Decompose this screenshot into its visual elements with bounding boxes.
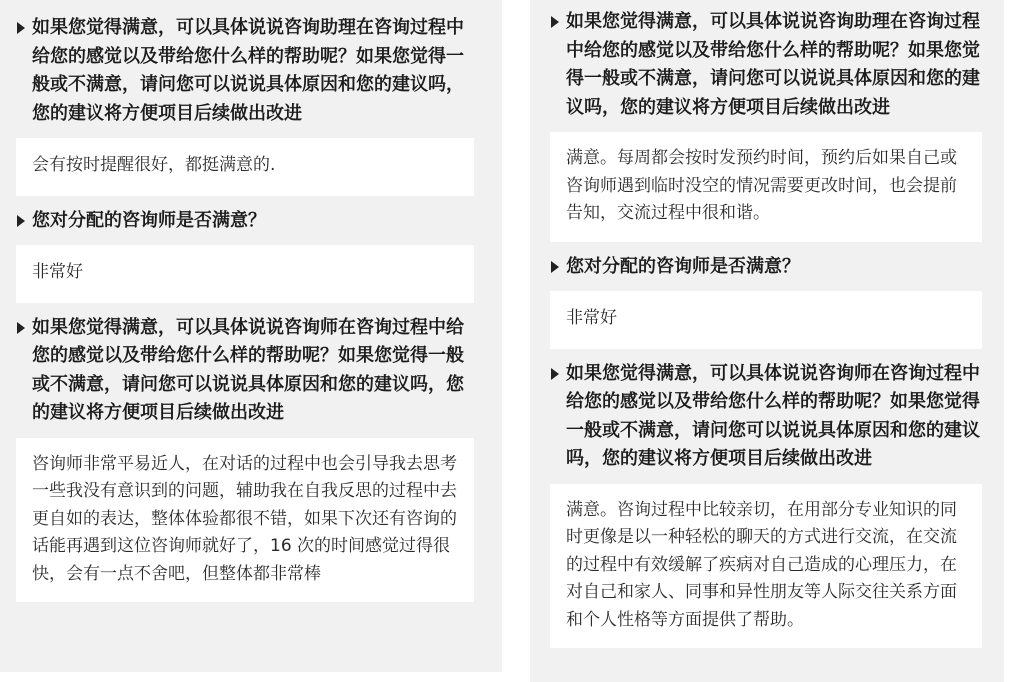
caret-right-icon — [551, 261, 559, 273]
caret-right-icon — [551, 16, 559, 28]
answer-box — [550, 484, 982, 649]
answer-text: 满意。咨询过程中比较亲切，在用部分专业知识的同时更像是以一种轻松的聊天的方式进行交流，在交流的过程中有效缓解了疾病对自己造成的心理压力，在对自己和家人、同事和异性朋友等人际交往关系方面和个人性格等方面提供了帮助。 — [566, 499, 957, 630]
answer-box — [16, 438, 474, 603]
answer-text: 会有按时提醒很好，都挺满意的. — [32, 155, 276, 175]
question-assistant-feedback[interactable] — [550, 8, 982, 122]
answer-box — [550, 132, 982, 242]
right-survey-panel — [530, 0, 1004, 682]
answer-text: 非常好 — [32, 262, 83, 282]
question-counselor-satisfaction[interactable] — [16, 207, 474, 236]
caret-right-icon — [17, 322, 25, 334]
question-text: 您对分配的咨询师是否满意？ — [566, 255, 800, 277]
caret-right-icon — [17, 22, 25, 34]
caret-right-icon — [551, 368, 559, 380]
question-counselor-satisfaction[interactable] — [550, 253, 982, 282]
answer-text: 咨询师非常平易近人，在对话的过程中也会引导我去思考一些我没有意识到的问题，辅助我在自我反思的过程中去更自如的表达，整体体验都很不错，如果下次还有咨询的话能再遇到这位咨询师就好了，16 次的时间感觉过得很快，会有一点不舍吧，但整体都非常棒 — [32, 453, 457, 584]
question-text: 如果您觉得满意，可以具体说说咨询助理在咨询过程中给您的感觉以及带给您什么样的帮助呢？如果您觉得一般或不满意，请问您可以说说具体原因和您的建议吗，您的建议将方便项目后续做出改进 — [566, 11, 980, 118]
answer-box — [550, 291, 982, 349]
question-text: 如果您觉得满意，可以具体说说咨询师在咨询过程中给您的感觉以及带给您什么样的帮助呢？如果您觉得一般或不满意，请问您可以说说具体原因和您的建议吗，您的建议将方便项目后续做出改进 — [32, 316, 464, 423]
answer-box — [16, 138, 474, 196]
question-text: 如果您觉得满意，可以具体说说咨询助理在咨询过程中给您的感觉以及带给您什么样的帮助呢？如果您觉得一般或不满意，请问您可以说说具体原因和您的建议吗，您的建议将方便项目后续做出改进 — [32, 17, 464, 124]
question-text: 您对分配的咨询师是否满意？ — [32, 209, 266, 231]
caret-right-icon — [17, 215, 25, 227]
answer-text: 满意。每周都会按时发预约时间，预约后如果自己或咨询师遇到临时没空的情况需要更改时间，也会提前告知，交流过程中很和谐。 — [566, 148, 957, 223]
left-survey-panel — [0, 0, 502, 672]
answer-box — [16, 245, 474, 303]
question-counselor-feedback[interactable] — [16, 314, 474, 428]
question-assistant-feedback[interactable] — [16, 14, 474, 128]
answer-text: 非常好 — [566, 308, 617, 328]
question-counselor-feedback[interactable] — [550, 360, 982, 474]
question-text: 如果您觉得满意，可以具体说说咨询师在咨询过程中给您的感觉以及带给您什么样的帮助呢？如果您觉得一般或不满意，请问您可以说说具体原因和您的建议吗，您的建议将方便项目后续做出改进 — [566, 362, 980, 469]
